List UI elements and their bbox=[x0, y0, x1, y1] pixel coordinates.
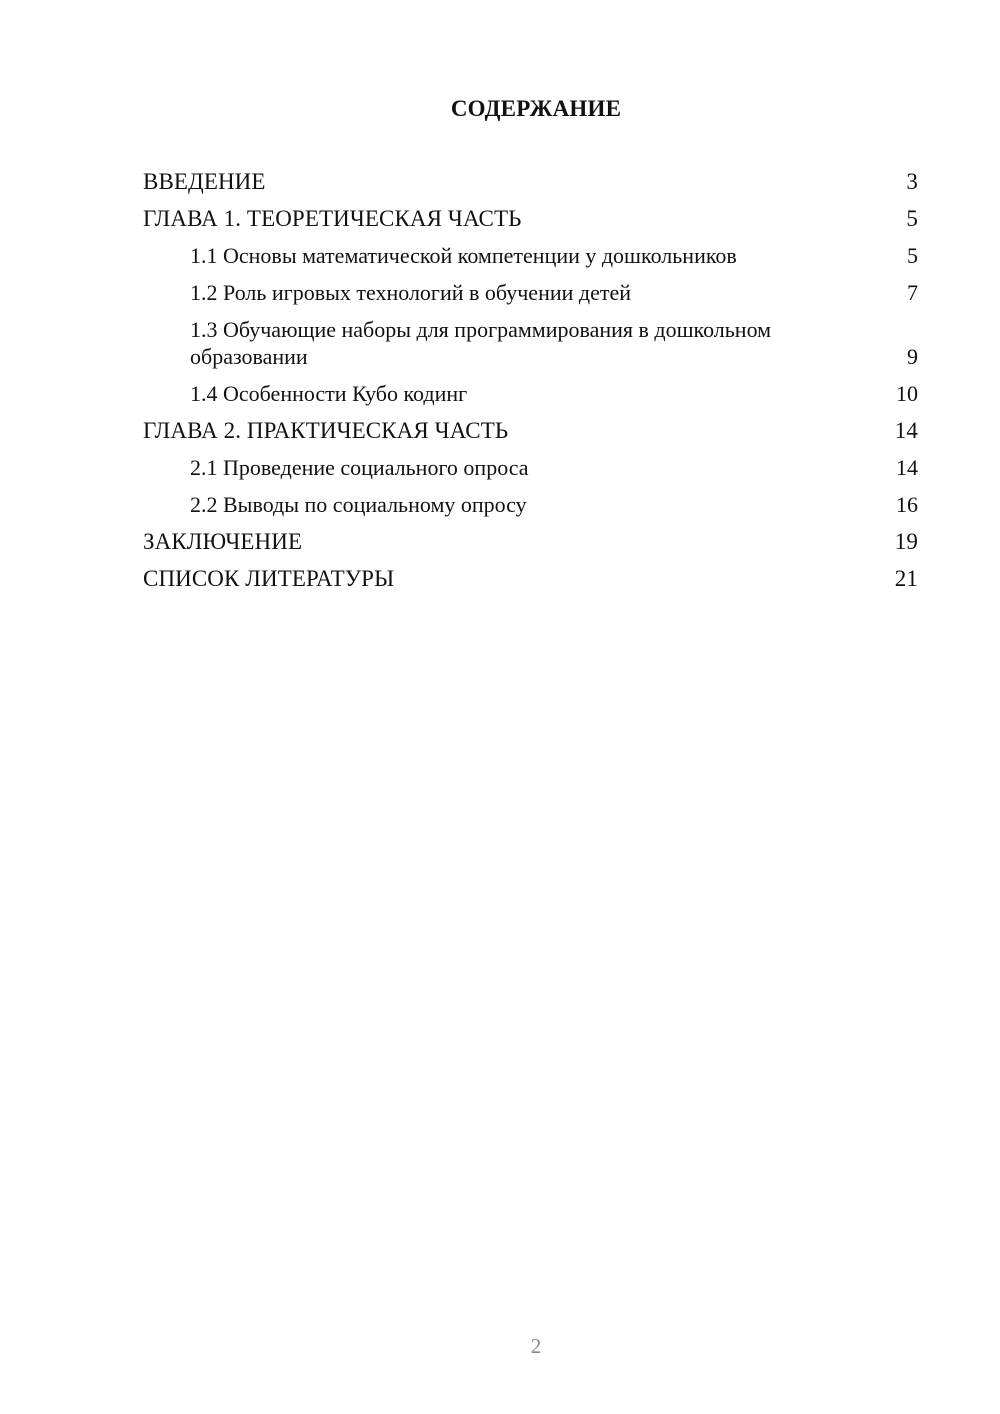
toc-entry-section-2-2[interactable] bbox=[143, 491, 918, 518]
toc-entry-label: ГЛАВА 2. ПРАКТИЧЕСКАЯ ЧАСТЬ bbox=[143, 418, 509, 443]
toc-entry-section-1-1[interactable] bbox=[143, 242, 918, 269]
toc-entry-page: 7 bbox=[907, 280, 918, 305]
toc-entry-page: 3 bbox=[906, 169, 918, 194]
toc-entry-page: 14 bbox=[894, 418, 918, 443]
toc-entry-references[interactable] bbox=[143, 565, 918, 592]
toc-entry-label: 2.2 Выводы по социальному опросу bbox=[190, 492, 527, 517]
toc-entry-section-1-2[interactable] bbox=[143, 279, 918, 306]
toc-entry-label: ВВЕДЕНИЕ bbox=[143, 169, 266, 194]
toc-entry-page: 10 bbox=[896, 381, 918, 406]
toc-entry-label: ЗАКЛЮЧЕНИЕ bbox=[143, 529, 303, 554]
toc-entry-section-2-1[interactable] bbox=[143, 454, 918, 481]
toc-entry-section-1-4[interactable] bbox=[143, 380, 918, 407]
toc-entry-section-1-3[interactable] bbox=[143, 316, 918, 370]
toc-entry-label: СПИСОК ЛИТЕРАТУРЫ bbox=[143, 566, 395, 591]
toc-entry-page: 9 bbox=[907, 344, 918, 369]
toc-entry-page: 19 bbox=[894, 529, 918, 554]
toc-entry-page: 21 bbox=[894, 566, 918, 591]
toc-entry-label: ГЛАВА 1. ТЕОРЕТИЧЕСКАЯ ЧАСТЬ bbox=[143, 206, 522, 231]
toc-entry-page: 5 bbox=[906, 206, 918, 231]
toc-entry-chapter-2[interactable] bbox=[143, 417, 918, 444]
toc-entry-label: 1.3 Обучающие наборы для программирования в дошкольном образовании bbox=[190, 317, 772, 369]
toc-title: СОДЕРЖАНИЕ bbox=[450, 96, 622, 121]
toc-entry-label: 1.4 Особенности Кубо кодинг bbox=[190, 381, 468, 406]
toc-entry-label: 2.1 Проведение социального опроса bbox=[190, 455, 529, 480]
toc-entry-page: 16 bbox=[896, 492, 918, 517]
page-number: 2 bbox=[530, 1334, 542, 1358]
toc-entry-label: 1.2 Роль игровых технологий в обучении детей bbox=[190, 280, 631, 305]
toc-entry-conclusion[interactable] bbox=[143, 528, 918, 555]
toc-entry-chapter-1[interactable] bbox=[143, 205, 918, 232]
toc-entry-introduction[interactable] bbox=[143, 168, 918, 195]
table-of-contents bbox=[143, 168, 918, 592]
toc-entry-page: 14 bbox=[896, 455, 918, 480]
toc-entry-label: 1.1 Основы математической компетенции у дошкольников bbox=[190, 243, 737, 268]
toc-entry-page: 5 bbox=[907, 243, 918, 268]
